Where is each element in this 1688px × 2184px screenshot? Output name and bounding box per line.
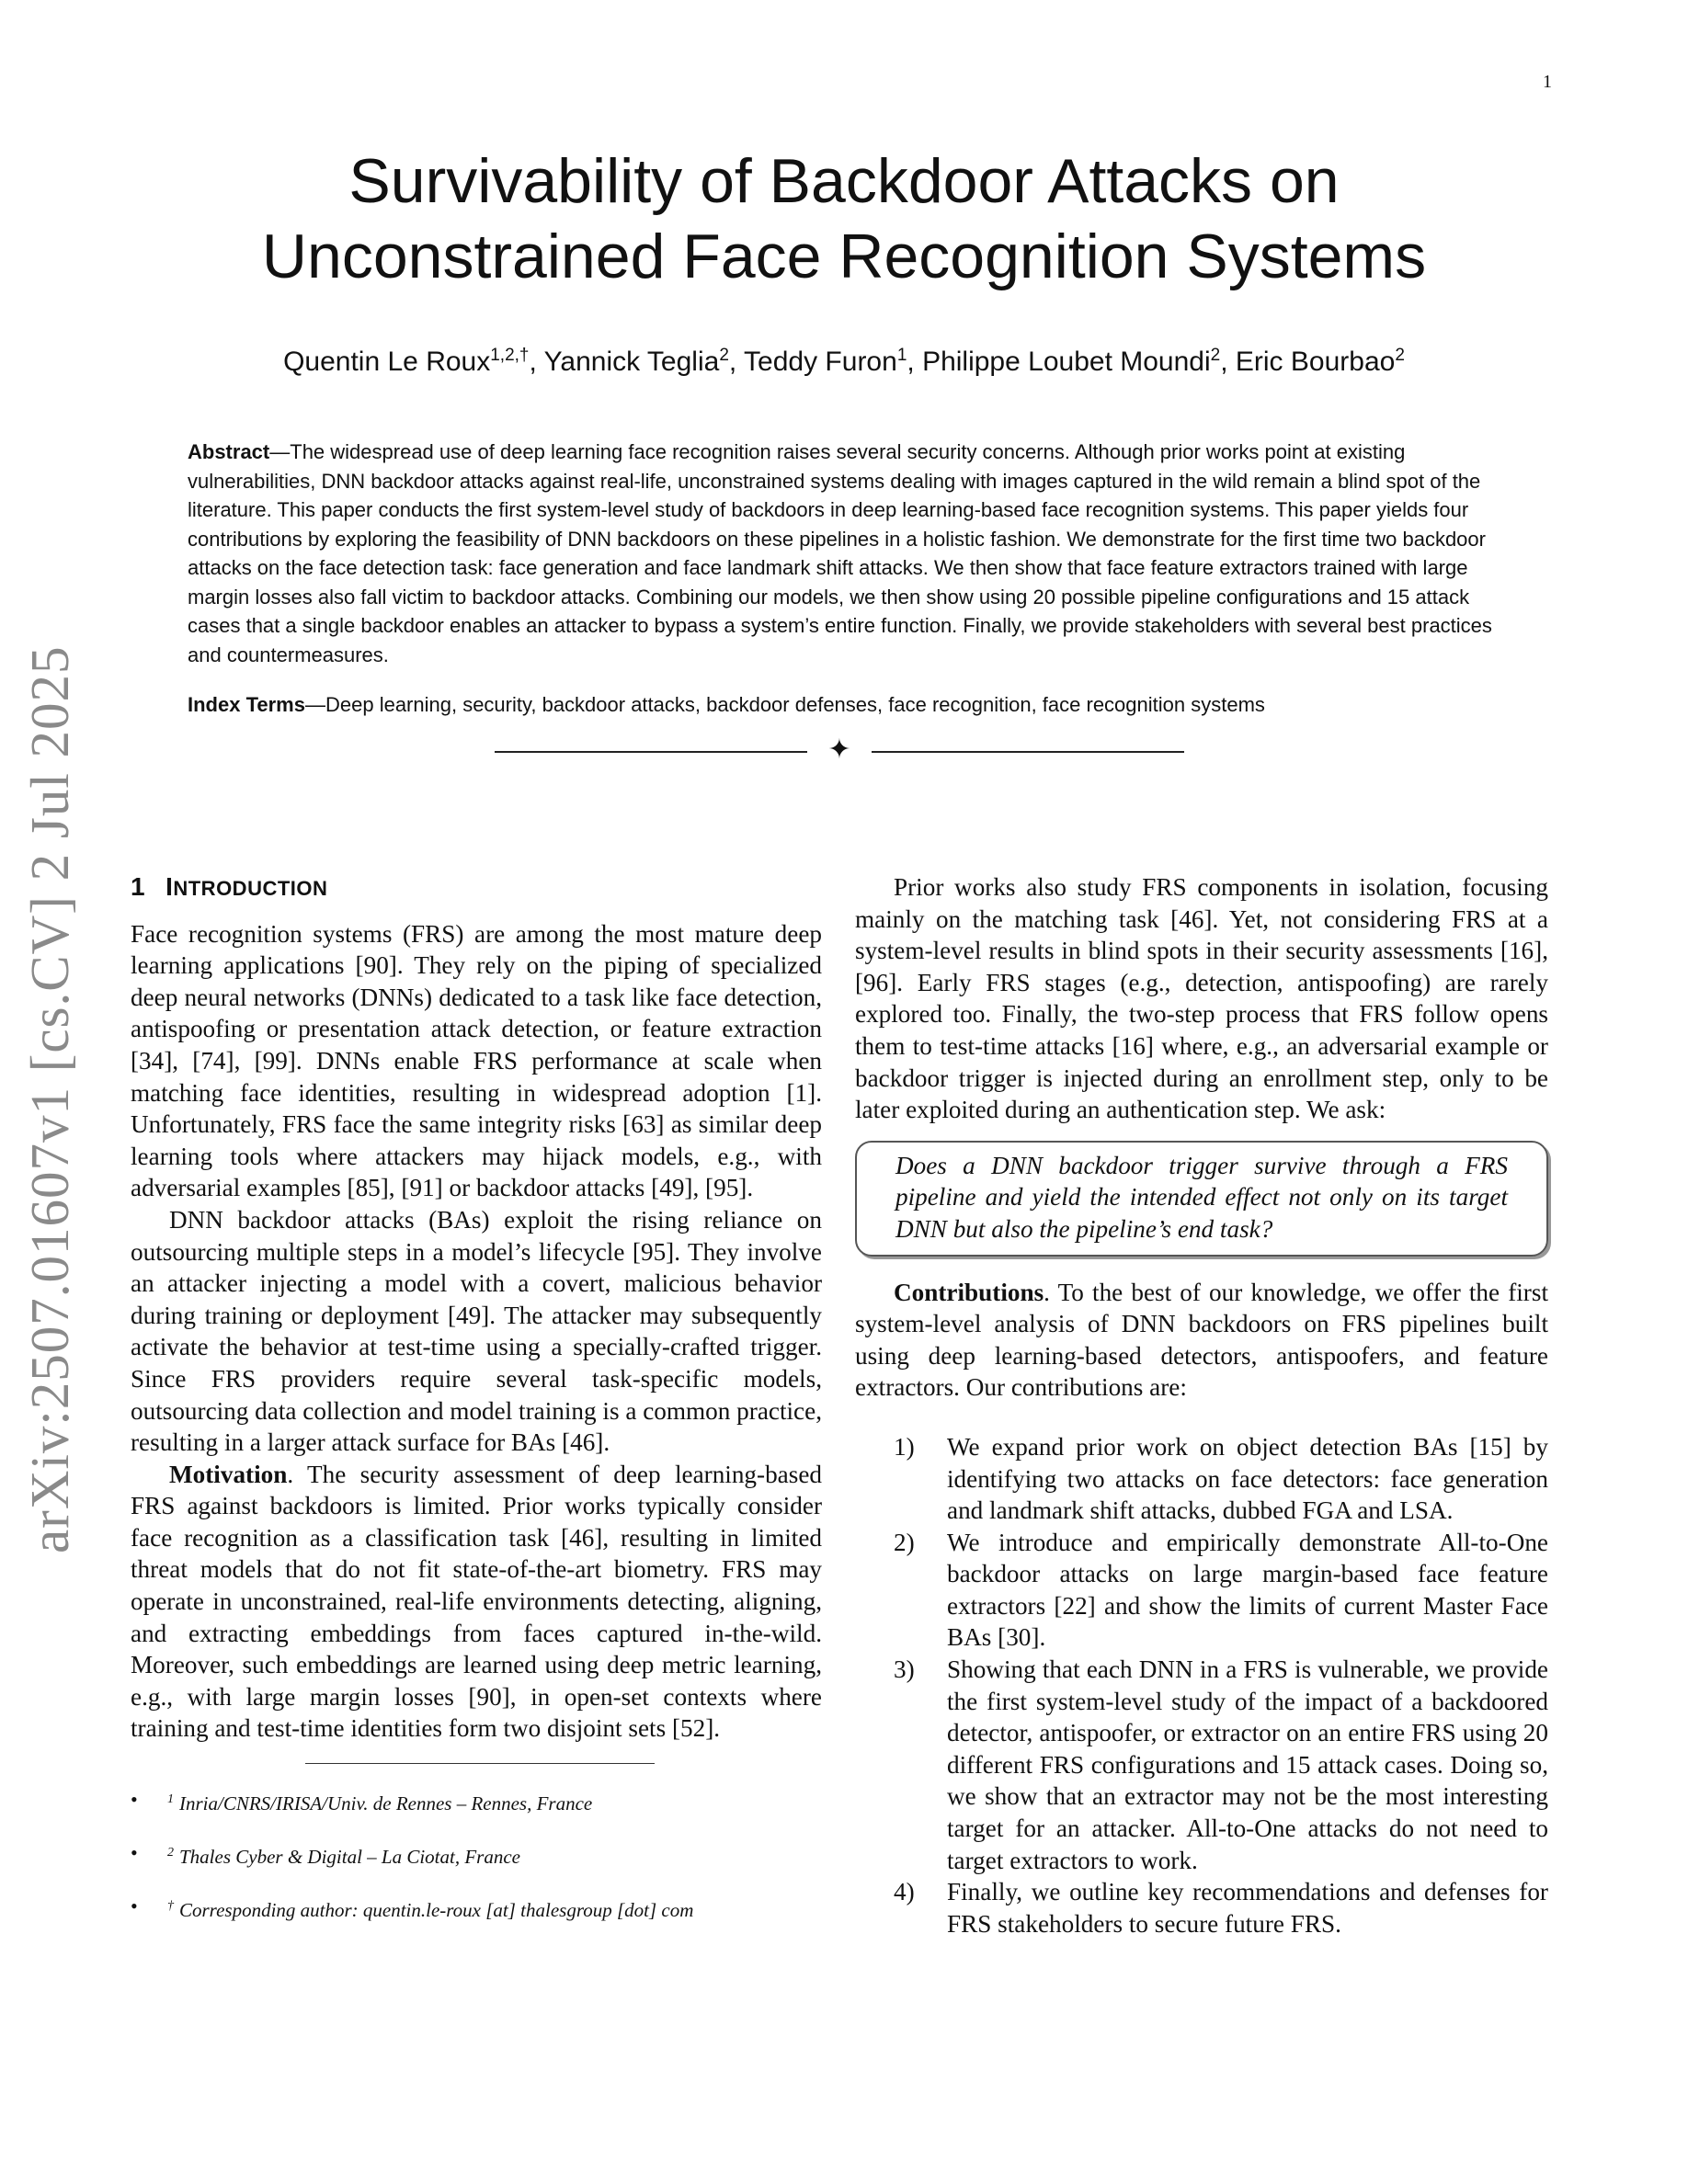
footnote-rule bbox=[305, 1763, 655, 1764]
right-column bbox=[855, 871, 1548, 1939]
author-affiliation-marker: 2 bbox=[1395, 346, 1405, 365]
section-heading bbox=[131, 871, 822, 905]
author-affiliation-marker: 1,2,† bbox=[490, 346, 530, 365]
abstract-label: Abstract bbox=[188, 440, 270, 463]
footnote-item bbox=[131, 1894, 822, 1922]
footnote-marker: 2 bbox=[167, 1846, 174, 1860]
intro-paragraph-2: DNN backdoor attacks (BAs) exploit the rising reliance on outsourcing multiple steps in a model’s lifecycle [95]. They involve an attacker injecting a model with a covert, malicious behavior during training or deployment [49]. The attacker may subsequently activate the behavior at test-time using a specially-crafted trigger. Since FRS providers require several task-specific models, outsourcing data collection and model training is a common practice, resulting in a larger attack surface for BAs [46]. bbox=[131, 1205, 822, 1457]
divider-line-right bbox=[872, 751, 1184, 753]
index-terms-text: —Deep learning, security, backdoor attacks, backdoor defenses, face recognition, face recognition systems bbox=[304, 693, 1265, 716]
author-entry bbox=[283, 347, 529, 377]
footnote-text: Thales Cyber & Digital – La Ciotat, France bbox=[179, 1846, 520, 1869]
title-line-1: Survivability of Backdoor Attacks on bbox=[348, 146, 1340, 216]
intro-paragraph-1: Face recognition systems (FRS) are among the most mature deep learning applications [90]. They rely on the piping of specialized deep neural networks (DNNs) dedicated to a task like face detection, antispoofing or presentation attack detection, or feature extraction [34], [74], [99]. DNNs enable FRS performance at scale when matching face identities, resulting in widespread adoption [1]. Unfortunately, FRS face the same integrity risks [63] as similar deep learning tools where attackers may hijack models, e.g., with adversarial examples [85], [91] or backdoor attacks [49], [95]. bbox=[131, 919, 822, 1202]
author-entry bbox=[744, 347, 907, 377]
contributions-intro-text: . To the best of our knowledge, we offer the first system-level analysis of DNN backdoors on FRS pipelines built using deep learning-based detectors, antispoofers, and feature extractors. Our contributions are: bbox=[855, 1278, 1548, 1402]
contribution-text: Finally, we outline key recommendations and defenses for FRS stakeholders to secure future FRS. bbox=[947, 1878, 1548, 1938]
contribution-item bbox=[855, 1654, 1548, 1876]
section-number: 1 bbox=[131, 872, 146, 901]
author-affiliation-marker: 2 bbox=[719, 346, 729, 365]
motivation-label: Motivation bbox=[169, 1460, 288, 1488]
footnote-item bbox=[131, 1841, 822, 1869]
footnote-list bbox=[131, 1788, 822, 1922]
contribution-number: 3) bbox=[894, 1655, 915, 1684]
author-name: Philippe Loubet Moundi bbox=[922, 347, 1211, 377]
contribution-number: 1) bbox=[894, 1432, 915, 1461]
author-entry bbox=[1236, 347, 1405, 377]
contribution-item bbox=[855, 1876, 1548, 1939]
author-affiliation-marker: 1 bbox=[896, 346, 907, 365]
contribution-item bbox=[855, 1431, 1548, 1527]
author-list: Quentin Le Roux$^{1,2,\dagger}$, Yannick Teglia$^2$, Teddy Furon$^1$, Philippe Loubet Moundi$^2$, Eric Bourbao$^2$ bbox=[283, 346, 1405, 377]
section-divider bbox=[495, 734, 1184, 766]
author-name: Eric Bourbao bbox=[1235, 347, 1396, 377]
left-column bbox=[131, 871, 822, 1948]
footnote-text: Inria/CNRS/IRISA/Univ. de Rennes – Rennes, France bbox=[179, 1792, 593, 1815]
footnote-item bbox=[131, 1788, 822, 1815]
footnote-text: Corresponding author: quentin.le-roux [at] thalesgroup [dot] com bbox=[179, 1899, 694, 1922]
arxiv-identifier-stamp: arXiv:2507.01607v1 [cs.CV] 2 Jul 2025 bbox=[19, 645, 80, 1553]
contribution-number: 4) bbox=[894, 1878, 915, 1906]
abstract-text: —The widespread use of deep learning face recognition raises several security concerns. Although prior works point at existing vulnerabilities, DNN backdoor attacks against real-life, unconstrained systems dealing with images captured in the wild remain a blind spot of the literature. This paper conducts the first system-level study of backdoors in deep learning-based face recognition systems. This paper yields four contributions by exploring the feasibility of DNN backdoors on these pipelines in a holistic fashion. We demonstrate for the first time two backdoor attacks on the face detection task: face generation and face landmark shift attacks. We then show that face feature extractors trained with large margin losses also fall victim to backdoor attacks. Combining our models, we then show using 20 possible pipeline configurations and 15 attack cases that a single backdoor enables an attacker to bypass a system’s entire function. Finally, we provide stakeholders with several best practices and countermeasures. bbox=[188, 440, 1492, 666]
author-name: Quentin Le Roux bbox=[283, 347, 491, 377]
contributions-paragraph bbox=[855, 1277, 1548, 1404]
author-entry bbox=[544, 347, 729, 377]
footnote-marker: † bbox=[167, 1899, 174, 1914]
contribution-number: 2) bbox=[894, 1528, 915, 1556]
contributions-label: Contributions bbox=[894, 1278, 1044, 1306]
contribution-item bbox=[855, 1527, 1548, 1654]
paper-title bbox=[184, 143, 1504, 294]
contribution-text: We introduce and empirically demonstrate All-to-One backdoor attacks on large margin-based face feature extractors [22] and show the limits of current Master Face BAs [30]. bbox=[947, 1528, 1548, 1652]
index-terms bbox=[188, 693, 1502, 717]
diamond-star-icon: ✦ bbox=[827, 734, 851, 766]
abstract bbox=[188, 438, 1502, 669]
title-line-2: Unconstrained Face Recognition Systems bbox=[261, 222, 1427, 291]
page-number: 1 bbox=[1543, 72, 1552, 92]
author-entry bbox=[922, 347, 1220, 377]
divider-line-left bbox=[495, 751, 807, 753]
footnote-marker: 1 bbox=[167, 1792, 174, 1807]
section-title-rest: NTRODUCTION bbox=[173, 877, 328, 900]
motivation-text: . The security assessment of deep learning-based FRS against backdoors is limited. Prior works typically consider face recognition as a classification task [46], resulting in limited threat models that do not fit state-of-the-art biometry. FRS may operate in unconstrained, real-life environments detecting, aligning, and extracting embeddings from faces captured in-the-wild. Moreover, such embeddings are learned using deep metric learning, e.g., with large margin losses [90], in open-set contexts where training and test-time identities form two disjoint sets [52]. bbox=[131, 1460, 822, 1743]
motivation-paragraph bbox=[131, 1459, 822, 1745]
contributions-list bbox=[855, 1431, 1548, 1940]
research-question-box: Does a DNN backdoor trigger survive through a FRS pipeline and yield the intended effect not only on its target DNN but also the pipeline’s end task? bbox=[855, 1141, 1548, 1257]
author-affiliation-marker: 2 bbox=[1210, 346, 1221, 365]
contribution-text: We expand prior work on object detection BAs [15] by identifying two attacks on face detectors: face generation and landmark shift attacks, dubbed FGA and LSA. bbox=[947, 1432, 1548, 1525]
index-terms-label: Index Terms bbox=[188, 693, 305, 716]
author-name: Yannick Teglia bbox=[543, 347, 720, 377]
author-name: Teddy Furon bbox=[744, 347, 897, 377]
prior-works-paragraph: Prior works also study FRS components in isolation, focusing mainly on the matching task [46]. Yet, not considering FRS at a system-level results in blind spots in their security assessments [16], [96]. Early FRS stages (e.g., detection, antispoofing) are rarely explored too. Finally, the two-step process that FRS follow opens them to test-time attacks [16] where, e.g., an adversarial example or backdoor trigger is injected during an enrollment step, only to be later exploited during an authentication step. We ask: bbox=[855, 873, 1548, 1124]
section-title-initial: I bbox=[165, 872, 174, 901]
contribution-text: Showing that each DNN in a FRS is vulnerable, we provide the first system-level study of the impact of a backdoored detector, antispoofer, or extractor on an entire FRS using 20 different FRS configurations and 15 attack cases. Doing so, we show that an extractor may not be the most interesting target for an attacker. All-to-One attacks do not need to target extractors to work. bbox=[947, 1655, 1548, 1874]
